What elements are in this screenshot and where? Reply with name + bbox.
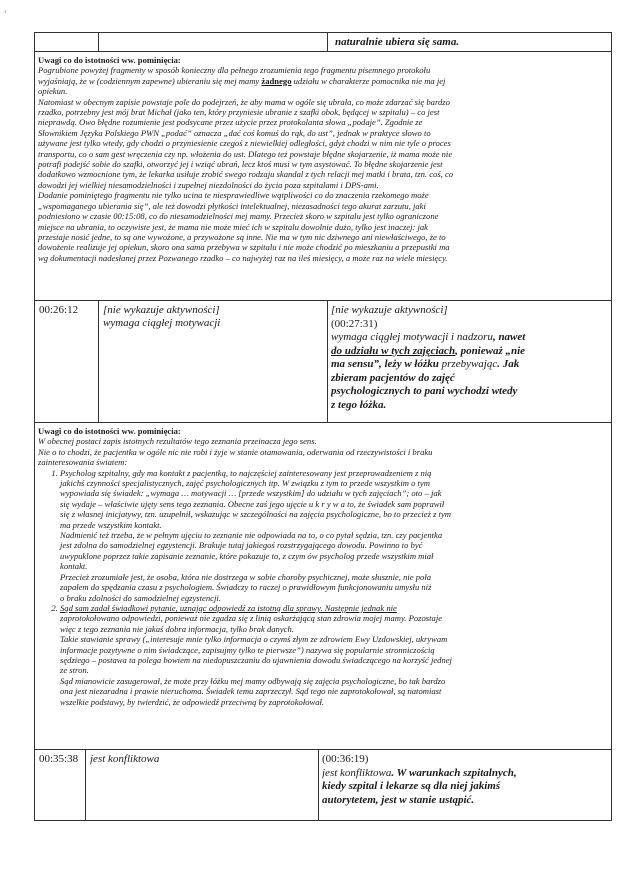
table-row-1: [34, 300, 612, 423]
note-1: [38, 55, 608, 263]
note-1-line: wg dokumentacji nadesłanej przez Pozwanego rzadko – co najwyżej raz na ileś miesięcy, a może raz na wiele miesięcy.: [38, 252, 448, 263]
row-1-right: [nie wykazuje aktywności] (00:27:31) wymaga ciągłej motywacji i nadzoru, nawet do udziału w tych zajęciach, ponieważ „nie ma sensu”, leży w łóżku przebywając. Jak zbieram pacjentów do zajęć psychologicznych to pani wychodzi wtedy z tego łóżka.: [331, 304, 526, 411]
table-top-row: [34, 32, 612, 52]
note-1-line: używane jest tylko wtedy, gdy chodzi o przyniesienie czegoś z niewielkiej odległości, gdyż chodzi w nim nie tyle o proces: [38, 138, 451, 149]
list-item-2: 2. Sąd sam zadał świadkowi pytanie, uznając odpowiedź za istotną dla sprawy. Następnie jednak nie zaprotokołowano odpowiedzi, ponieważ nie zgadza się z linią oskarżającą stan zdrowia mojej mamy. Pozostaje więc z tego zeznania nie jakaś dobra informacja, tylko brak danych. Takie stawianie sprawy („interesuje mnie tylko informacja o czymś złym ze zdrowiem Ewy Uzdowskiej, ukrywam informacje pozytywne o nim świadczące, zapisujmy tylko te pierwsze”) nazywa się popularnie stronniczością sędziego – postawa ta polega bowiem na niedopuszczaniu do ujawnienia dowodu świadczącego na korzyść jednej ze stron. Sąd mianowicie zasugerował, że może przy łóżku mej mamy odbywają się zajęcia psychologiczne, bo tak bardzo ona jest niezaradna i prawie nieruchoma. Świadek temu zaprzeczył. Sąd tego nie zaprotokołował, są natomiast wszelkie podstawy, by twierdzić, że odpowiedź przeciwną by zaprotokołował.: [60, 603, 608, 707]
note-1-bold-word: żadnego: [261, 75, 292, 86]
note-2-title: Uwagi co do istotności ww. pominięcia:: [38, 426, 181, 436]
top-row-right-cell: naturalnie ubiera się sama.: [335, 36, 460, 48]
corner-mark: ‹: [4, 6, 7, 16]
note-1-line: Słownikiem Języka Polskiego PWN „podać” oznacza „dać coś komuś do rąk, do ust”, jednak w praktyce słowo to: [38, 127, 431, 138]
note-2-intro: Nie o to chodzi, że pacjentka w ogóle nic nie robi i żyje w stanie otamowania, oderwania od rzeczywistości i braku: [38, 446, 433, 457]
note-2-intro: W obecnej postaci zapis istotnych rezultatów tego zeznania przeinacza jego sens.: [38, 436, 317, 447]
note-1-line: opiekun.: [38, 86, 68, 97]
note-1-line: dodatkowo wzmocnione tym, że lekarka usiłuje zrobić swego rodzaju skandal z tych relacji mej matki i brata, tzn. coś, co: [38, 169, 454, 180]
note-2: [38, 426, 608, 707]
list-item-1: 1. Psycholog szpitalny, gdy ma kontakt z pacjentką, to najczęściej zainteresowany jest przeprowadzeniem z nią jakichś czynności specjalistycznych, zajęć psychologicznych itp. W związku z tym to przede wszystkim o tym wypowiada się świadek: „wymaga … motywacji … [przede wszystkim] do udziału w tych zajęciach”; oto – jak się wydaje – właściwie ujęty sens tego zeznania. Obecne zaś jego ujęcie u k r y w a to, że świadek sam poprawił się z własnej inicjatywy, tzn. uzupełnił, wskazując w szczególności na zajęcia psychologiczne, bo to przecież z tym ma przede wszystkim kontakt. Nadmienić też trzeba, że w pełnym ujęciu to zeznanie nie odpowiada na to, o co pytał sędzia, tzn. czy pacjentka jest zdolna do samodzielnej egzystencji. Brakuje tutaj jakiegoś rozstrzygającego dowodu. Powinno to być uwypuklone poprzez takie zapisanie zeznanie, które pokazuje to, z czym ów psycholog przede wszystkim miał kontakt. Przecież zrozumiałe jest, że osoba, która nie dostrzega w sobie choroby psychicznej, może słusznie, nie poła zapałem do spędzania czasu z psychologiem. Świadczy to raczej o prawidłowym funkcjonowaniu umysłu niż o braku zdolności do samodzielnej egzystencji.: [60, 468, 608, 603]
row-1-mid: [nie wykazuje aktywności] wymaga ciągłej motywacji: [103, 304, 221, 329]
note-2-intro: zainteresowania światem:: [38, 457, 128, 468]
row-1-time: 00:26:12: [39, 304, 79, 316]
note-1-line: dowodzi jej wielkiej niesamodzielności i zupełnej niezdolności do życia poza szpitalami i DPS-ami.: [38, 179, 379, 190]
note-1-line: Pogrubione powyżej fragmenty w sposób konieczny dla pełnego zrozumienia tego fragmentu pisemnego protokołu: [38, 65, 431, 76]
row-2-time: 00:35:38: [39, 753, 79, 765]
note-1-line: miejsce na ubrania, to oczywiste jest, że mama nie może mieć ich w szpitalu dowolnie dużo, tylko jest inaczej: jak: [38, 221, 429, 232]
note-1-line: dowożenie realizuje jej opiekun, skoro ona sama przebywa w szpitalu i nie może chodzić po mieszkaniu a przepustki ma: [38, 242, 450, 253]
note-1-line: potrafi podejść sobie do szafki, otworzyć jej i wziąć ubrań, lecz ktoś musi w tym asystować. To błędne skojarzenie jest: [38, 159, 443, 170]
note-1-line: wyjaśniają, że w (codziennym zapewne) ubieraniu się mej mamy żadnego udziału w charakterze pomocnika nie ma jej: [38, 75, 446, 86]
note-1-line: rzadko, potrzebny jest mój brat Michał (jako ten, który przyniesie ubranie z szafki obok, będącej w szpitalu) – co jest: [38, 107, 440, 118]
note-1-line: nieprawdą. Owo błędne rozumienie jest podsycane przez użycie przez protokolanta słowa „podaje”. Zgodnie ze: [38, 117, 423, 128]
note-1-line: Natomiast w obecnym zapisie powstaje pole do podejrzeń, że aby mama w ogóle się ubrała, co może zdarzać się bardzo: [38, 96, 450, 107]
note-1-line: przestaje nosić jedne, to są one wywożone, a przywożone są inne. Nie ma w tym nic dziwnego ani niewłaściwego, że to: [38, 231, 446, 242]
row-2-right: (00:36:19) jest konfliktowa. W warunkach szpitalnych, kiedy szpital i lekarze są dla niej jakimś autorytetem, jest w stanie ustąpić.: [322, 753, 517, 806]
note-1-line: „wspomaganego ubierania się”, ale też dowodzi płytkości intelektualnej, niezasadności tego akurat zarzutu, jaki: [38, 200, 426, 211]
note-1-line: podniesiono w czasie 00:15:08, co do niesamodzielności mej mamy. Przecież skoro w szpitalu jest tylko ograniczone: [38, 211, 439, 222]
table-row-2: [34, 749, 612, 821]
note-1-title: Uwagi co do istotności ww. pominięcia:: [38, 55, 181, 65]
note-1-line: Dodanie pominiętego fragmentu nie tylko ucina te niesprawiedliwe wątpliwości co do znaczenia rzekomego może: [38, 190, 429, 201]
note-1-line: transportu, co o sam gest wręczenia czy np. włożenia do ust. Dlatego też powstaje błędne skojarzenie, iż mama może nie: [38, 148, 453, 159]
row-2-mid: jest konfliktowa: [90, 753, 160, 765]
